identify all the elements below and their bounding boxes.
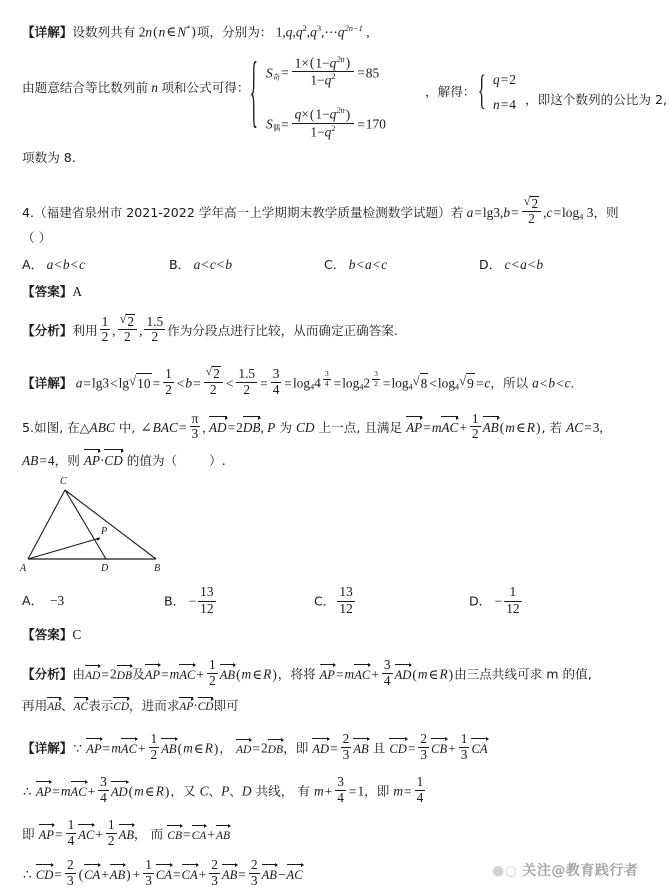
q5-option-c-num: 13 (339, 584, 353, 599)
q5-analysis2-sep: 、 (61, 698, 74, 713)
q5-detail-label: 【详解】 (22, 740, 73, 756)
q4-option-b[interactable]: B． a<c<b (169, 257, 233, 272)
q5-stem-line1: 5.如图, 在△ABC 中, ∠BAC= $\frac{\pi}{3}$ , AD=2DB, P 为 CD 上一点, 且满足 AP=mAC+ $\frac{1}{2}$ AB(m∈R), 若 AC=3, (22, 411, 603, 442)
solve-label: ，解得： (425, 84, 476, 99)
q5-analysis-lead: 由 (72, 666, 85, 682)
q5-option-b[interactable]: B． − $\frac{13}{12}$ (164, 584, 214, 616)
q4-answer (22, 282, 82, 303)
q5-analysis-tail: 由三点共线可求 m 的值, (454, 666, 592, 682)
q5-options (22, 585, 524, 618)
vertex-label-P: P (101, 526, 108, 537)
q5-analysis-label: 【分析】 (22, 666, 73, 682)
q4-detail: 【详解】 a=lg3<lg √ 10 = $\frac{1}{2}$ <b= √ $\frac{2}{2}$ < $\frac{1.5}{2}$ = $\frac{3}{4}$ $=\log_44$ $^{\frac{3}{4}}$ $=\log_42$ $^{\frac{3}{2}}$ $=\log_4$ √ $8 <\log_4$ √ 9 =c，所以 a<b<c. (22, 366, 574, 397)
q4-source: （福建省泉州市 2021-2022 学年高一上学期期末教学质量检测数学试题） (34, 205, 451, 221)
q5-detail-line4: ∴ CD= $\frac{2}{3}$ (CA+AB) + $\frac{1}{3}$ CA=CA+ $\frac{2}{3}$ AB= $\frac{2}{3}$ AB−AC (23, 857, 303, 888)
q4-option-c[interactable]: C． b<a<c (324, 257, 388, 272)
q3-line2-mid: 项和公式可得： (161, 80, 250, 95)
q4-analysis-lead: 利用 (72, 323, 98, 339)
analysis-label: 【分析】 (22, 323, 73, 339)
q5-detail-line2: ∴ AP=mAC+ $\frac{3}{4}$ AD(m∈R)，又 C、P、D 共线， 有 m+ $\frac{3}{4}$ =1，即 m= $\frac{1}{4}$ (23, 774, 424, 805)
q5-analysis2-end: 即可 (213, 698, 239, 713)
q5-option-d[interactable]: D． − $\frac{1}{12}$ (469, 584, 520, 616)
q5-option-b-den: 12 (200, 600, 214, 616)
s-even-value: 170 (365, 116, 386, 132)
q3-detail-text-b: 项，分别为： (196, 24, 273, 40)
q5-answer (22, 625, 81, 646)
s-even-symbol: S (266, 116, 273, 132)
q4-answer-value: A (72, 284, 83, 299)
system2-row-q: q=2 (493, 72, 516, 87)
q5-answer-value: C (72, 627, 82, 642)
q4-options (22, 254, 543, 274)
q4-analysis-tail: 作为分段点进行比较，从而确定正确答案. (167, 323, 398, 339)
detail-label: 【详解】 (22, 24, 73, 40)
q4-option-d[interactable]: D． c<a<b (479, 257, 544, 272)
q5-option-d-num: 1 (509, 584, 517, 599)
watermark-dots-icon: ●○ (492, 863, 523, 879)
q4-stem-lead: 若 (450, 205, 464, 221)
watermark-text: 关注@教育践行者 (522, 863, 639, 879)
segment-AP (28, 538, 100, 559)
q5-figure (16, 470, 196, 578)
vertex-label-B: B (154, 563, 161, 574)
q5-answer-label: 【答案】 (22, 627, 73, 642)
answer-label: 【答案】 (22, 284, 73, 299)
q5-number: 5. (22, 420, 35, 436)
s-odd-symbol: S (266, 65, 273, 81)
q5-stem-line2: AB=4，则 AP·CD 的值为（ ）. (22, 448, 226, 472)
q4-answer-blank[interactable]: （ ） (22, 230, 52, 245)
q4-stem-tail: ，则 (593, 205, 619, 221)
q5-analysis2-lead: 再用 (22, 698, 48, 713)
q4-number: 4. (22, 205, 35, 221)
q5-option-c-den: 12 (339, 600, 353, 616)
q3-last-line: 项数为 8. (22, 150, 76, 165)
q3-system-1 (250, 52, 386, 143)
vertex-label-D: D (101, 563, 109, 574)
q5-option-b-num: 13 (200, 584, 214, 599)
triangle-diagram-svg (16, 470, 196, 578)
q5-option-d-den: 12 (506, 600, 520, 616)
vertex-label-A: A (20, 563, 27, 574)
q3-solve-word (425, 82, 475, 102)
q5-detail-line3: 即 AP= $\frac{1}{4}$ AC+ $\frac{1}{2}$ AB， 而 CB=CA+AB (22, 817, 231, 848)
system2-row-n: n=4 (493, 96, 516, 112)
q5-option-a[interactable]: A． −3 (22, 593, 65, 609)
q5-analysis-comma: ，将 (277, 666, 303, 682)
segment-CD (65, 490, 106, 559)
system-row-odd: $S_奇=$ $\frac{1\times(1-q^{2n})}{1-q^2}$ =85 (266, 54, 380, 88)
q5-detail-line1: 【详解】∵ AP=mAC+ $\frac{1}{2}$ AB(m∈R)， AD=2DB，即 AD= $\frac{2}{3}$ AB 且 CD= $\frac{2}{3}$ CB+ $\frac{1}{3}$ CA (22, 731, 488, 762)
q4-detail-label: 【详解】 (22, 375, 73, 391)
q3-detail-line2: 由题意结合等比数列前 n 项和公式可得： (22, 80, 250, 95)
q3-system-2 (478, 70, 516, 116)
q5-option-c[interactable]: C． $\frac{13}{12}$ (314, 584, 353, 616)
q3-conclusion: ，即这个数列的公比为 2, (525, 92, 667, 107)
s-even-subscript: 偶 (272, 123, 281, 133)
q3-line2-lead: 由题意结合等比数列前 (22, 80, 148, 95)
q3-detail-text-a: 设数列共有 (72, 24, 136, 40)
q3-detail-line1: 【详解】设数列共有 2n(n∈N*)项，分别为： $1,q,q^2,q^3,\cdots q^{2n-1}$ , (22, 23, 370, 40)
q5-analysis-line1: 【分析】由AD=2DB及AP=mAC+ $\frac{1}{2}$ AB(m∈R)，将将 AP=mAC+ $\frac{3}{4}$ AD(m∈R)由三点共线可求 m 的值, (22, 657, 592, 688)
q4-option-a[interactable]: A． a<b<c (22, 257, 86, 272)
segment-CB (65, 490, 156, 559)
watermark (492, 860, 638, 880)
q5-analysis-line2: 再用AB、AC表示CD，进而求AP·CD即可 (22, 696, 239, 717)
q4-stem-line1: 4.（福建省泉州市 2021-2022 学年高一上学期期末教学质量检测数学试题）若 a=lg3,b= √ $\frac{2}{2}$ $,c=\log_4$ 3，则 (22, 196, 619, 227)
q4-analysis: 【分析】利用 $\frac{1}{2}$ , √ $\frac{2}{2}$ , $\frac{1.5}{2}$ 作为分段点进行比较，从而确定正确答案. (22, 314, 398, 345)
system-row-even: $S_偶=$ $\frac{q\times(1-q^{2n})}{1-q^2}$ =170 (266, 105, 386, 139)
vertex-label-C: C (60, 476, 67, 487)
q5-analysis-and: 及 (132, 666, 145, 682)
s-odd-value: 85 (365, 65, 380, 81)
s-odd-subscript: 奇 (272, 72, 281, 82)
q5-analysis2-express: 表示 (88, 698, 114, 713)
point-P-marker (97, 538, 100, 541)
q5-analysis2-then: ，进而求 (129, 698, 180, 713)
segment-AC (28, 490, 65, 559)
